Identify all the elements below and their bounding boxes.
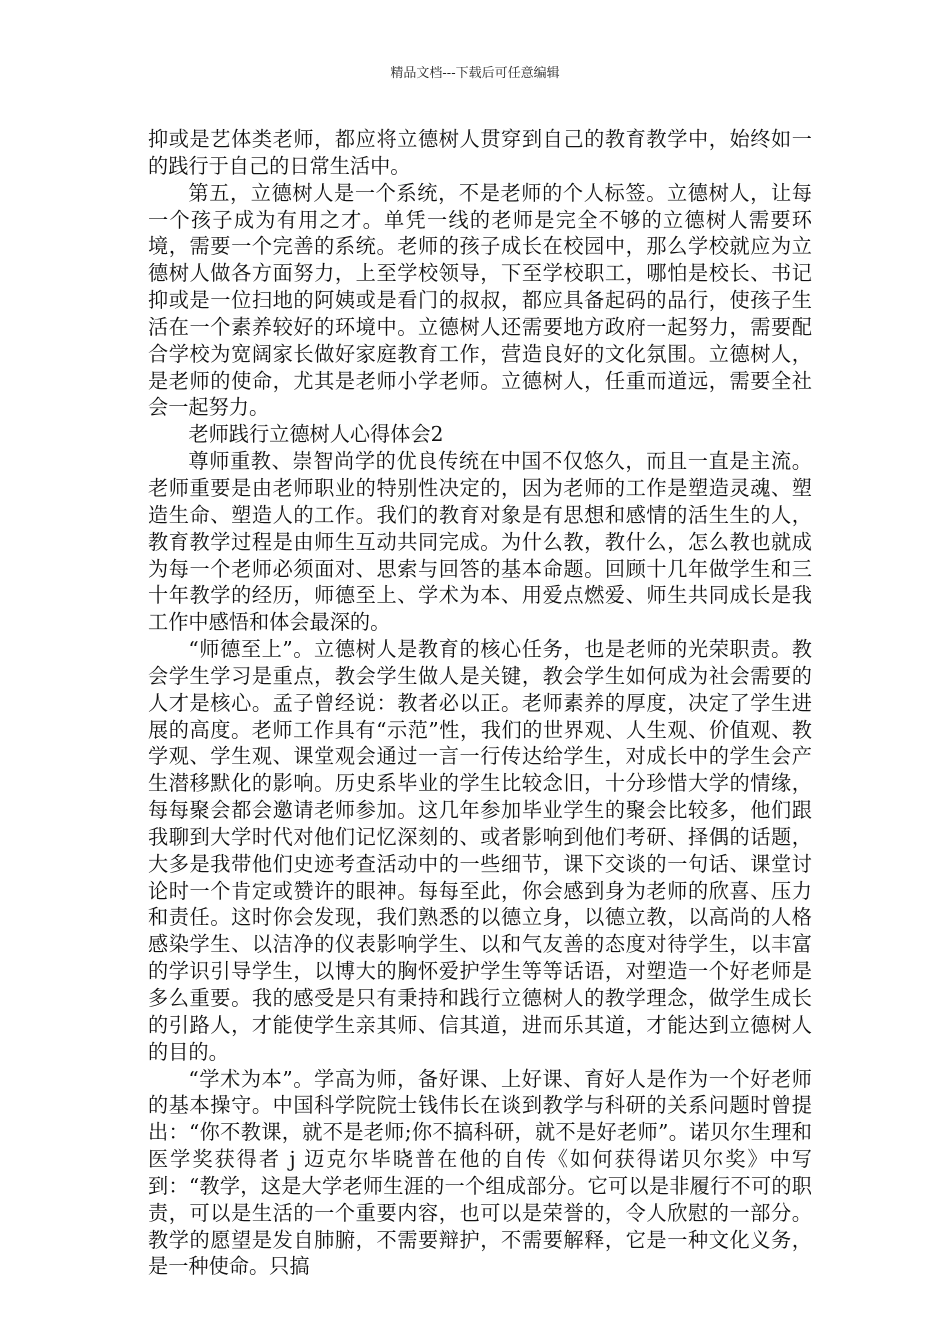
section-title: 老师践行立德树人心得体会2 <box>188 422 444 447</box>
paragraph: 尊师重教、崇智尚学的优良传统在中国不仅悠久，而且一直是主流。老师重要是由老师职业的特别性决定的，因为老师的工作是塑造灵魂、塑造生命、塑造人的工作。我们的教育对象是有思想和感情的活生生的人，教育教学过程是由师生互动共同完成。为什么教，教什么，怎么教也就成为每一个老师必须面对、思索与回答的基本命题。回顾十几年做学生和三十年教学的经历，师德至上、学术为本、用爱点燃爱、师生共同成长是我工作中感悟和体会最深的。 <box>148 449 812 635</box>
page-header: 精品文档---下载后可任意编辑 <box>390 66 560 81</box>
paragraph: 抑或是艺体类老师，都应将立德树人贯穿到自己的教育教学中，始终如一的践行于自己的日常生活中。 <box>148 127 812 178</box>
document-body <box>148 126 812 1280</box>
paragraph: “学术为本”。学高为师，备好课、上好课、育好人是作为一个好老师的基本操守。中国科学院院士钱伟长在谈到教学与科研的关系问题时曾提出：“你不教课，就不是老师;你不搞科研，就不是好老师”。诺贝尔生理和医学奖获得者 j 迈克尔毕晓普在他的自传《如何获得诺贝尔奖》中写到：“教学，这是大学老师生涯的一个组成部分。它可以是非履行不可的职责，可以是生活的一个重要内容，也可以是荣誉的，令人欣慰的一部分。教学的愿望是发自肺腑，不需要辩护，不需要解释，它是一种文化义务，是一种使命。只搞 <box>148 1066 812 1279</box>
paragraph: 第五，立德树人是一个系统，不是老师的个人标签。立德树人，让每一个孩子成为有用之才。单凭一线的老师是完全不够的立德树人需要环境，需要一个完善的系统。老师的孩子成长在校园中，那么学校就应为立德树人做各方面努力，上至学校领导，下至学校职工，哪怕是校长、书记抑或是一位扫地的阿姨或是看门的叔叔，都应具备起码的品行，使孩子生活在一个素养较好的环境中。立德树人还需要地方政府一起努力，需要配合学校为宽阔家长做好家庭教育工作，营造良好的文化氛围。立德树人，是老师的使命，尤其是老师小学老师。立德树人，任重而道远，需要全社会一起努力。 <box>148 180 812 420</box>
paragraph: “师德至上”。立德树人是教育的核心任务，也是老师的光荣职责。教会学生学习是重点，教会学生做人是关键，教会学生如何成为社会需要的人才是核心。孟子曾经说：教者必以正。老师素养的厚度，决定了学生进展的高度。老师工作具有“示范”性，我们的世界观、人生观、价值观、教学观、学生观、课堂观会通过一言一行传达给学生，对成长中的学生会产生潜移默化的影响。历史系毕业的学生比较念旧，十分珍惜大学的情缘，每每聚会都会邀请老师参加。这几年参加毕业学生的聚会比较多，他们跟我聊到大学时代对他们记忆深刻的、或者影响到他们考研、择偶的话题，大多是我带他们史迹考查活动中的一些细节，课下交谈的一句话、课堂讨论时一个肯定或赞许的眼神。每每至此，你会感到身为老师的欣喜、压力和责任。这时你会发现，我们熟悉的以德立身，以德立教，以高尚的人格感染学生、以洁净的仪表影响学生、以和气友善的态度对待学生，以丰富的学识引导学生，以博大的胸怀爱护学生等等话语，对塑造一个好老师是多么重要。我的感受是只有秉持和践行立德树人的教学理念，做学生成长的引路人，才能使学生亲其师、信其道，进而乐其道，才能达到立德树人的目的。 <box>148 637 812 1064</box>
